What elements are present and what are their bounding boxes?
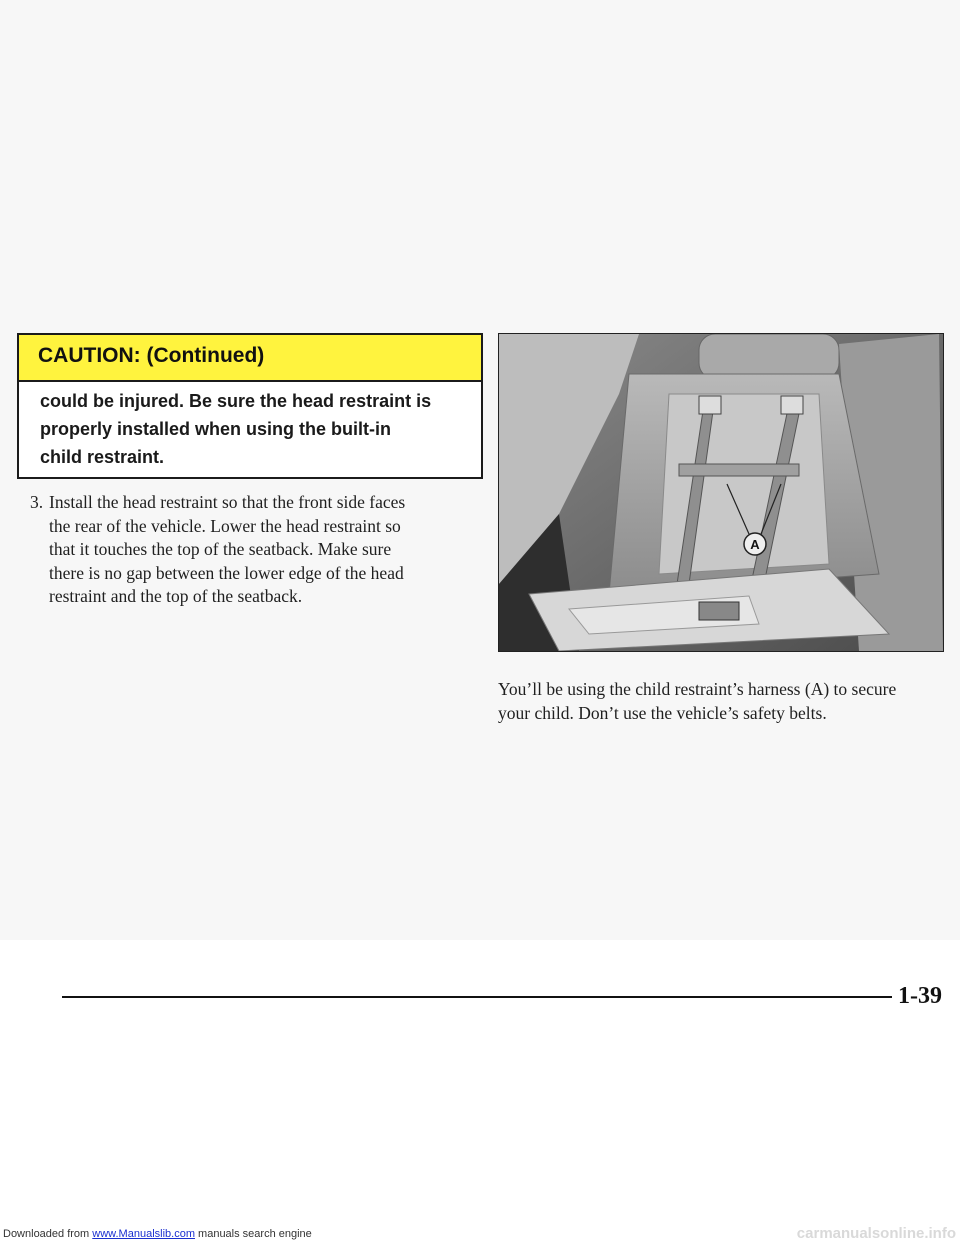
child-seat-photo <box>498 333 944 652</box>
step-line: the rear of the vehicle. Lower the head restraint so <box>49 515 401 536</box>
download-text <box>3 1226 312 1242</box>
caution-line: properly installed when using the built-in <box>40 419 392 439</box>
caution-line: child restraint. <box>40 447 165 467</box>
page-number: 1-39 <box>898 983 942 1009</box>
step-line: there is no gap between the lower edge of the head <box>49 562 404 583</box>
step-line: restraint and the top of the seatback. <box>49 586 303 606</box>
step-text <box>49 491 489 609</box>
step-line: that it touches the top of the seatback. Make sure <box>49 539 392 559</box>
step-line: Install the head restraint so that the front side faces <box>49 492 406 512</box>
caution-box <box>17 333 483 479</box>
caution-text <box>40 387 470 471</box>
download-prefix: Downloaded from <box>3 1228 93 1240</box>
step-number: 3. <box>30 492 44 512</box>
caution-line: could be injured. Be sure the head restraint is <box>40 391 432 411</box>
caption-line: You’ll be using the child restraint’s harness (A) to secure <box>498 679 897 699</box>
manualslib-link[interactable]: www.Manualslib.com <box>92 1228 195 1240</box>
caution-title: CAUTION: (Continued) <box>38 344 265 367</box>
watermark: carmanualsonline.info <box>796 1225 956 1242</box>
download-suffix: manuals search engine <box>194 1228 312 1240</box>
callout-a-label: A <box>750 537 760 552</box>
caution-header <box>19 335 481 382</box>
footer-rule <box>62 996 892 998</box>
caption-line: your child. Don’t use the vehicle’s safety belts. <box>498 703 827 723</box>
child-seat-illustration <box>499 334 943 651</box>
figure-caption <box>498 677 953 725</box>
